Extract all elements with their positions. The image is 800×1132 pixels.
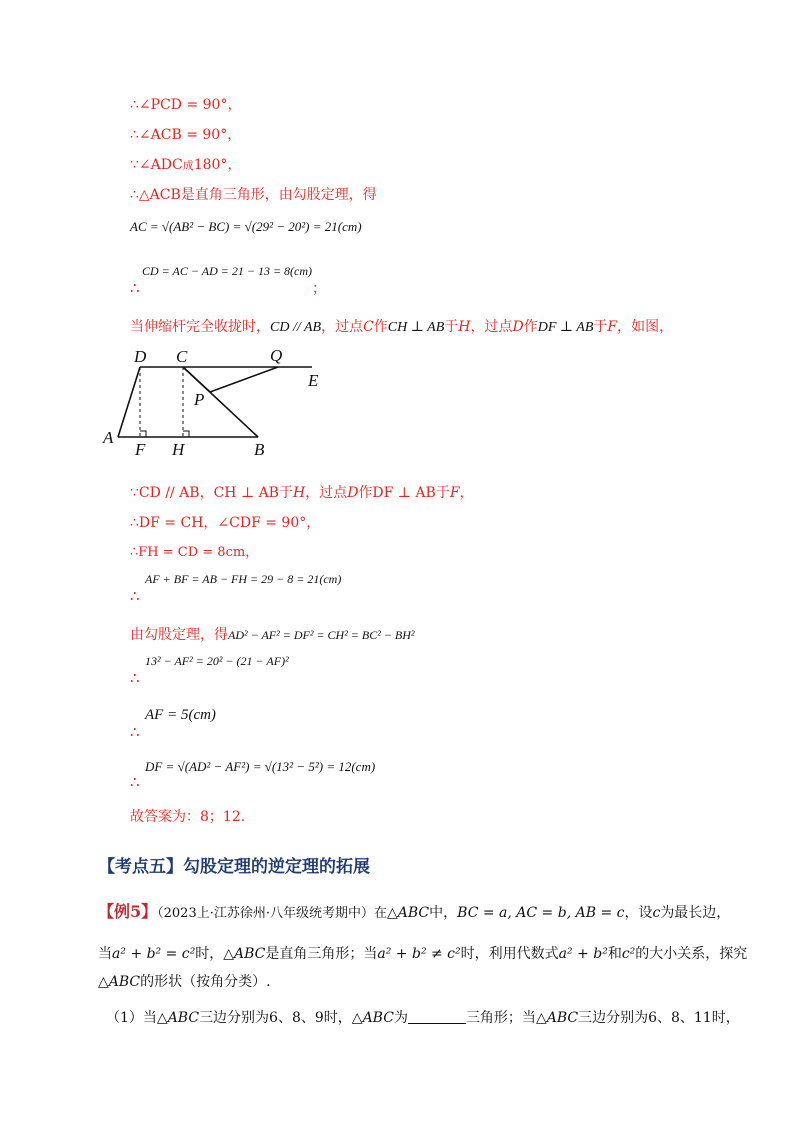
- example-line-2: [98, 944, 747, 964]
- label-h: H: [172, 440, 185, 459]
- line-math: ∴△ACB: [130, 187, 181, 203]
- line-math: DF ⊥ AB: [372, 485, 436, 501]
- line-math: CD // AB: [270, 320, 322, 335]
- answer-line: 故答案为：8；12.: [130, 809, 246, 825]
- text: ，设: [624, 905, 653, 921]
- equation: a² + b² ≠ c²: [377, 946, 461, 962]
- label-e: E: [308, 371, 319, 390]
- line-text: 作: [523, 319, 538, 335]
- example-line-3: [98, 972, 271, 992]
- line-math: DF ⊥ AB: [537, 320, 594, 335]
- text: 和: [607, 946, 622, 962]
- text: （1）当: [106, 1010, 157, 1026]
- line-point: F: [449, 485, 460, 501]
- example-intro: [98, 902, 730, 924]
- line-text: ，: [459, 485, 474, 501]
- line-pq: [210, 367, 278, 392]
- line-text: 作: [358, 485, 373, 501]
- label-p: P: [194, 390, 205, 409]
- line-af-result: AF = 5(cm): [145, 707, 216, 723]
- line-text: 于: [444, 319, 459, 335]
- line-point: D: [347, 485, 359, 501]
- right-angle-h: [183, 431, 189, 437]
- line-equation-af: 13² − AF² = 20² − (21 − AF)²: [145, 654, 289, 668]
- text: 三边分别为6、8、9时，: [199, 1010, 352, 1026]
- expression: c²: [621, 946, 636, 962]
- label-c: C: [176, 347, 188, 366]
- line-math: CH ⊥ AB: [387, 320, 445, 335]
- triangle-label: △ABC: [98, 974, 141, 990]
- text: 三边分别为6、8、11时，: [578, 1010, 740, 1026]
- line-text: 180°，: [193, 157, 242, 173]
- label-d: D: [134, 347, 147, 366]
- line-text: 于: [593, 319, 608, 335]
- example-tag: 【例5】: [98, 902, 158, 921]
- line-text: ∴∠PCD = 90°，: [130, 97, 242, 113]
- line-text: 当伸缩杆完全收拢时，: [130, 319, 270, 335]
- triangle-label: △ABC: [387, 905, 430, 921]
- line-point: C: [363, 319, 374, 335]
- label-q: Q: [270, 346, 283, 365]
- therefore-symbol: ∴: [130, 773, 140, 791]
- line-end-mark: ；: [312, 281, 326, 297]
- text: 的形状（按角分类）.: [140, 974, 271, 990]
- text: 为: [393, 1010, 408, 1026]
- line-text: 作: [373, 319, 388, 335]
- text: 三角形；当: [465, 1010, 536, 1026]
- line-point: D: [512, 319, 524, 335]
- example-source: （2023上·江苏徐州·八年级统考期中）在: [157, 906, 387, 921]
- line-text: ，如图，: [617, 319, 674, 335]
- line-angle-adc: [130, 156, 241, 175]
- line-ac-equation: AC = √(AB² − BC) = √(29² − 20²) = 21(cm): [130, 219, 362, 234]
- text: 当: [98, 946, 112, 962]
- label-f: F: [135, 440, 146, 459]
- var-c: c: [652, 905, 661, 921]
- line-cp: [183, 367, 210, 392]
- therefore-symbol: ∴: [130, 279, 140, 297]
- text: 的大小关系，探究: [635, 946, 748, 962]
- sides-def: BC = a, AC = b, AB = c: [457, 905, 625, 921]
- equation: a² + b² = c²: [112, 946, 196, 962]
- line-fh: ∴FH = CD = 8cm，: [130, 545, 259, 560]
- geometry-figure: [100, 342, 340, 462]
- line-text: 是直角三角形，由勾股定理，得: [180, 187, 377, 203]
- label-b: B: [254, 440, 265, 459]
- question-1: [106, 1008, 740, 1028]
- therefore-symbol: ∴: [130, 587, 140, 605]
- text: 时，利用代数式: [460, 946, 559, 962]
- triangle-label: △ABC: [223, 946, 266, 962]
- line-df-result: DF = √(AD² − AF²) = √(13² − 5²) = 12(cm): [145, 759, 376, 774]
- line-angle-pcd: [130, 96, 241, 114]
- triangle-label: △ABC: [156, 1010, 200, 1026]
- line-ad: [118, 367, 140, 437]
- line-text: ，过点: [305, 485, 348, 501]
- line-retracted: [130, 318, 673, 337]
- line-text: 于: [278, 485, 293, 501]
- line-text: ，过点: [321, 319, 364, 335]
- therefore-symbol: ∴: [130, 723, 140, 741]
- line-angle-acb: [130, 126, 241, 144]
- line-math: AD² − AF² = DF² = CH² = BC² − BH²: [228, 628, 415, 642]
- line-af-bf: AF + BF = AB − FH = 29 − 8 = 21(cm): [145, 572, 342, 586]
- line-math: ∵CD // AB，CH ⊥ AB: [130, 485, 279, 501]
- line-cd-equation: CD = AC − AD = 21 − 13 = 8(cm): [142, 264, 313, 278]
- text: 为最长边，: [660, 905, 731, 921]
- line-point: H: [458, 319, 471, 335]
- line-point: H: [292, 485, 306, 501]
- line-right-triangle: [130, 186, 377, 204]
- right-angle-f: [140, 431, 146, 437]
- therefore-symbol: ∴: [130, 669, 140, 687]
- line-text: 由勾股定理，得: [130, 627, 228, 643]
- triangle-label: △ABC: [535, 1010, 579, 1026]
- text: 中，: [429, 905, 458, 921]
- section-heading: 【考点五】勾股定理的逆定理的拓展: [98, 857, 370, 877]
- triangle-label: △ABC: [351, 1010, 394, 1026]
- answer-blank[interactable]: [408, 1009, 466, 1024]
- text: 时，: [195, 946, 224, 962]
- line-pythag: [130, 626, 415, 644]
- label-a: A: [103, 428, 114, 447]
- line-text: ，过点: [470, 319, 513, 335]
- text: 是直角三角形；当: [265, 946, 378, 962]
- line-text: ∵∠ADC: [130, 157, 183, 173]
- line-text: 于: [435, 485, 450, 501]
- line-text: 成: [182, 159, 194, 172]
- line-point: F: [607, 319, 618, 335]
- line-cd-parallel: [130, 484, 474, 502]
- line-df-ch: ∴DF = CH，∠CDF = 90°，: [130, 515, 321, 531]
- line-text: ∴∠ACB = 90°，: [130, 127, 242, 143]
- expression: a² + b²: [558, 946, 608, 962]
